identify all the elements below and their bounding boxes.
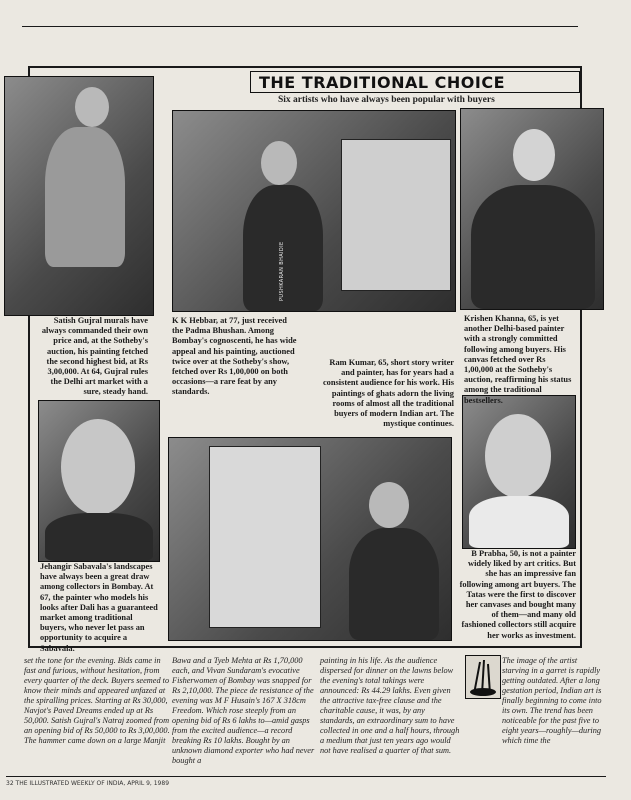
caption-khanna: Krishen Khanna, 65, is yet another Delhi-based painter with a strongly committed following among buyers. His canvas fetched over Rs 1,00,000 at the Sotheby's auction, reaffirming his status among the traditional bestsellers. — [464, 314, 572, 405]
brushes-icon — [466, 656, 500, 698]
caption-gujral: Satish Gujral murals have always commanded their own price and, at the Sotheby's auction, his painting fetched the second highest bid, at Rs 3,00,000. At 64, Gujral rules the Delhi art market with a sure, steady hand. — [41, 316, 148, 397]
footer-rule — [6, 776, 606, 777]
page-subtitle: Six artists who have always been popular with buyers — [278, 95, 495, 105]
photo-ram-kumar — [168, 437, 452, 641]
top-rule — [22, 26, 578, 27]
body-column-1: set the tone for the evening. Bids came in fast and furious, without hesitation, from every quarter of the deck. Buyers seemed to know their minds and appeared unfazed at the spiralling prices. Starting at Rs 30,000, Navjot's Paved Dreams ended up at Rs 50,000. Satish Gujral's Natraj zoomed from an opening bid of Rs 50,000 to Rs 3,00,000. The hammer came down on a large Manjit — [24, 656, 170, 745]
page-footer: 32 THE ILLUSTRATED WEEKLY OF INDIA, APRIL 9, 1989 — [6, 780, 170, 787]
body-column-4: The image of the artist starving in a garret is rapidly getting outdated. After a long gestation period, Indian art is finally beginning to come into its own. The trend has been noticeable for the past five to eight years—roughly—during which time the — [502, 656, 602, 745]
photo-satish-gujral — [4, 76, 154, 316]
body-column-2: Bawa and a Tyeb Mehta at Rs 1,70,000 each, and Vivan Sundaram's evocative Fisherwomen of Bombay was snapped for Rs 2,10,000. The piece de resistance of the evening was M F Husain's 167 X 318cm Freedom. Which rose steeply from an opening bid of Rs 6 lakhs to—amid gasps from the excited audience—a record breaking Rs 10 lakhs. Bought by an unknown diamond exporter who had never bought a — [172, 656, 315, 765]
photo-krishen-khanna — [460, 108, 604, 310]
photo-kk-hebbar — [172, 110, 456, 312]
page-title: THE TRADITIONAL CHOICE — [250, 71, 580, 93]
caption-sabavala: Jehangir Sabavala's landscapes have always been a great draw among collectors in Bombay. At 67, the painter who models his looks after Dali has a guaranteed market among traditional buyers, who never let pass an opportunity to acquire a Sabavala. — [40, 562, 158, 653]
frame-top — [28, 66, 582, 68]
photo-jehangir-sabavala — [38, 400, 160, 562]
caption-kumar: Ram Kumar, 65, short story writer and painter, has for years had a consistent audience for his work. His paintings of ghats adorn the living rooms of almost all the traditional buyers of modern Indian art. The mystique continues. — [322, 358, 454, 429]
body-column-3: painting in his life. As the audience dispersed for dinner on the lawns below the evening's total takings were announced: Rs 44.29 lakhs. Even given the attractive tax-free clause and the charitable cause, it was, by any standards, an extraordinary sum to have collected in one and a half hours, through a medium that just ten years ago would not have realised a quarter of that sum. — [320, 656, 460, 755]
artist-brush-illustration — [465, 655, 501, 699]
photo-b-prabha — [462, 395, 576, 549]
photo-credit: PUSHKARAN BHAIDIE — [279, 241, 285, 301]
caption-hebbar: K K Hebbar, at 77, just received the Padma Bhushan. Among Bombay's cognoscenti, he has wide appeal and his painting, auctioned twice over at the Sotheby's show, fetched over Rs 1,00,000 on both occasions—a rare feat by any standards. — [172, 316, 297, 397]
caption-prabha: B Prabha, 50, is not a painter widely liked by art critics. But she has an impressive fan following among art buyers. The Tatas were the first to discover her canvases and bought many of them—and many old fashioned collectors still acquire her works as investment. — [459, 549, 576, 640]
